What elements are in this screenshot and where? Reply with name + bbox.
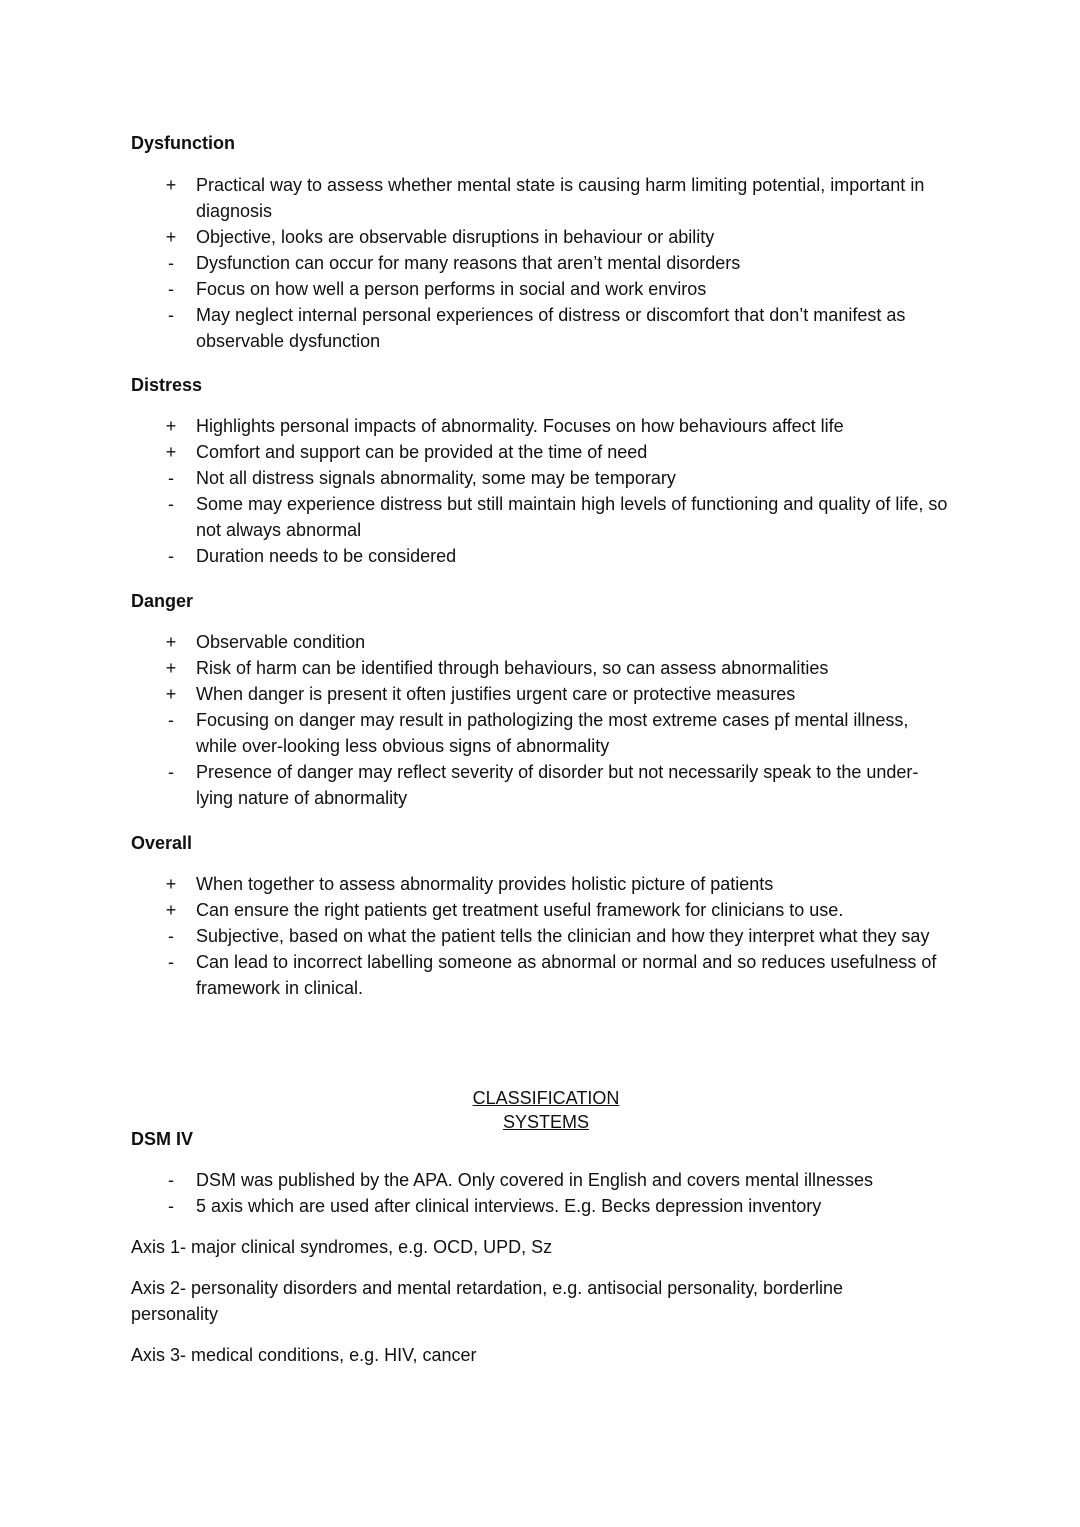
minus-marker: -: [168, 279, 174, 299]
list-item: - Focus on how well a person performs in social and work enviros: [161, 276, 951, 302]
dysfunction-list: [161, 172, 951, 354]
list-item: + Practical way to assess whether mental state is causing harm limiting potential, important in diagnosis: [161, 172, 951, 224]
minus-marker: -: [168, 253, 174, 273]
minus-marker: -: [168, 710, 174, 730]
minus-marker: -: [168, 546, 174, 566]
list-item: + Can ensure the right patients get treatment useful framework for clinicians to use.: [161, 897, 951, 923]
plus-marker: +: [165, 175, 177, 195]
minus-marker: -: [168, 1170, 174, 1190]
distress-list: [161, 413, 951, 569]
plus-marker: +: [165, 900, 177, 920]
list-item: + Objective, looks are observable disruptions in behaviour or ability: [161, 224, 951, 250]
plus-marker: +: [165, 416, 177, 436]
section-heading-dysfunction: Dysfunction: [131, 133, 236, 153]
section-heading-danger: Danger: [131, 591, 194, 611]
plus-marker: +: [165, 442, 177, 462]
plus-marker: +: [165, 874, 177, 894]
section-heading-overall: Overall: [131, 833, 193, 853]
list-item: - Dysfunction can occur for many reasons that aren’t mental disorders: [161, 250, 951, 276]
axis-2-paragraph: Axis 2- personality disorders and mental retardation, e.g. antisocial personality, borderline personality: [131, 1278, 844, 1324]
danger-list: [161, 629, 951, 811]
list-item: - Can lead to incorrect labelling someone as abnormal or normal and so reduces usefulness of framework in clinical.: [161, 949, 951, 1001]
list-item: - May neglect internal personal experiences of distress or discomfort that don’t manifest as observable dysfunction: [161, 302, 951, 354]
plus-marker: +: [165, 227, 177, 247]
list-item: + When danger is present it often justifies urgent care or protective measures: [161, 681, 951, 707]
axis-3-paragraph: Axis 3- medical conditions, e.g. HIV, cancer: [131, 1345, 477, 1365]
list-item: - DSM was published by the APA. Only covered in English and covers mental illnesses: [161, 1167, 951, 1193]
plus-marker: +: [165, 632, 177, 652]
list-item: + When together to assess abnormality provides holistic picture of patients: [161, 871, 951, 897]
list-item: + Comfort and support can be provided at the time of need: [161, 439, 951, 465]
minus-marker: -: [168, 1196, 174, 1216]
list-item: + Observable condition: [161, 629, 951, 655]
overall-list: [161, 871, 951, 1001]
minus-marker: -: [168, 762, 174, 782]
section-heading-distress: Distress: [131, 375, 203, 395]
list-item: - 5 axis which are used after clinical interviews. E.g. Becks depression inventory: [161, 1193, 951, 1219]
dsm-list: [161, 1167, 951, 1219]
minus-marker: -: [168, 305, 174, 325]
classification-title: CLASSIFICATION SYSTEMS: [472, 1088, 620, 1132]
plus-marker: +: [165, 684, 177, 704]
list-item: - Some may experience distress but still maintain high levels of functioning and quality of life, so not always abnormal: [161, 491, 951, 543]
list-item: + Risk of harm can be identified through behaviours, so can assess abnormalities: [161, 655, 951, 681]
plus-marker: +: [165, 658, 177, 678]
minus-marker: -: [168, 952, 174, 972]
minus-marker: -: [168, 468, 174, 488]
list-item: - Presence of danger may reflect severity of disorder but not necessarily speak to the under-lying nature of abnormality: [161, 759, 951, 811]
list-item: - Duration needs to be considered: [161, 543, 951, 569]
minus-marker: -: [168, 494, 174, 514]
list-item: - Focusing on danger may result in pathologizing the most extreme cases pf mental illness, while over-looking less obvious signs of abnormality: [161, 707, 951, 759]
section-heading-dsm-iv: DSM IV: [131, 1129, 194, 1149]
list-item: - Not all distress signals abnormality, some may be temporary: [161, 465, 951, 491]
axis-1-paragraph: Axis 1- major clinical syndromes, e.g. OCD, UPD, Sz: [131, 1237, 553, 1257]
list-item: + Highlights personal impacts of abnormality. Focuses on how behaviours affect life: [161, 413, 951, 439]
list-item: - Subjective, based on what the patient tells the clinician and how they interpret what they say: [161, 923, 951, 949]
minus-marker: -: [168, 926, 174, 946]
